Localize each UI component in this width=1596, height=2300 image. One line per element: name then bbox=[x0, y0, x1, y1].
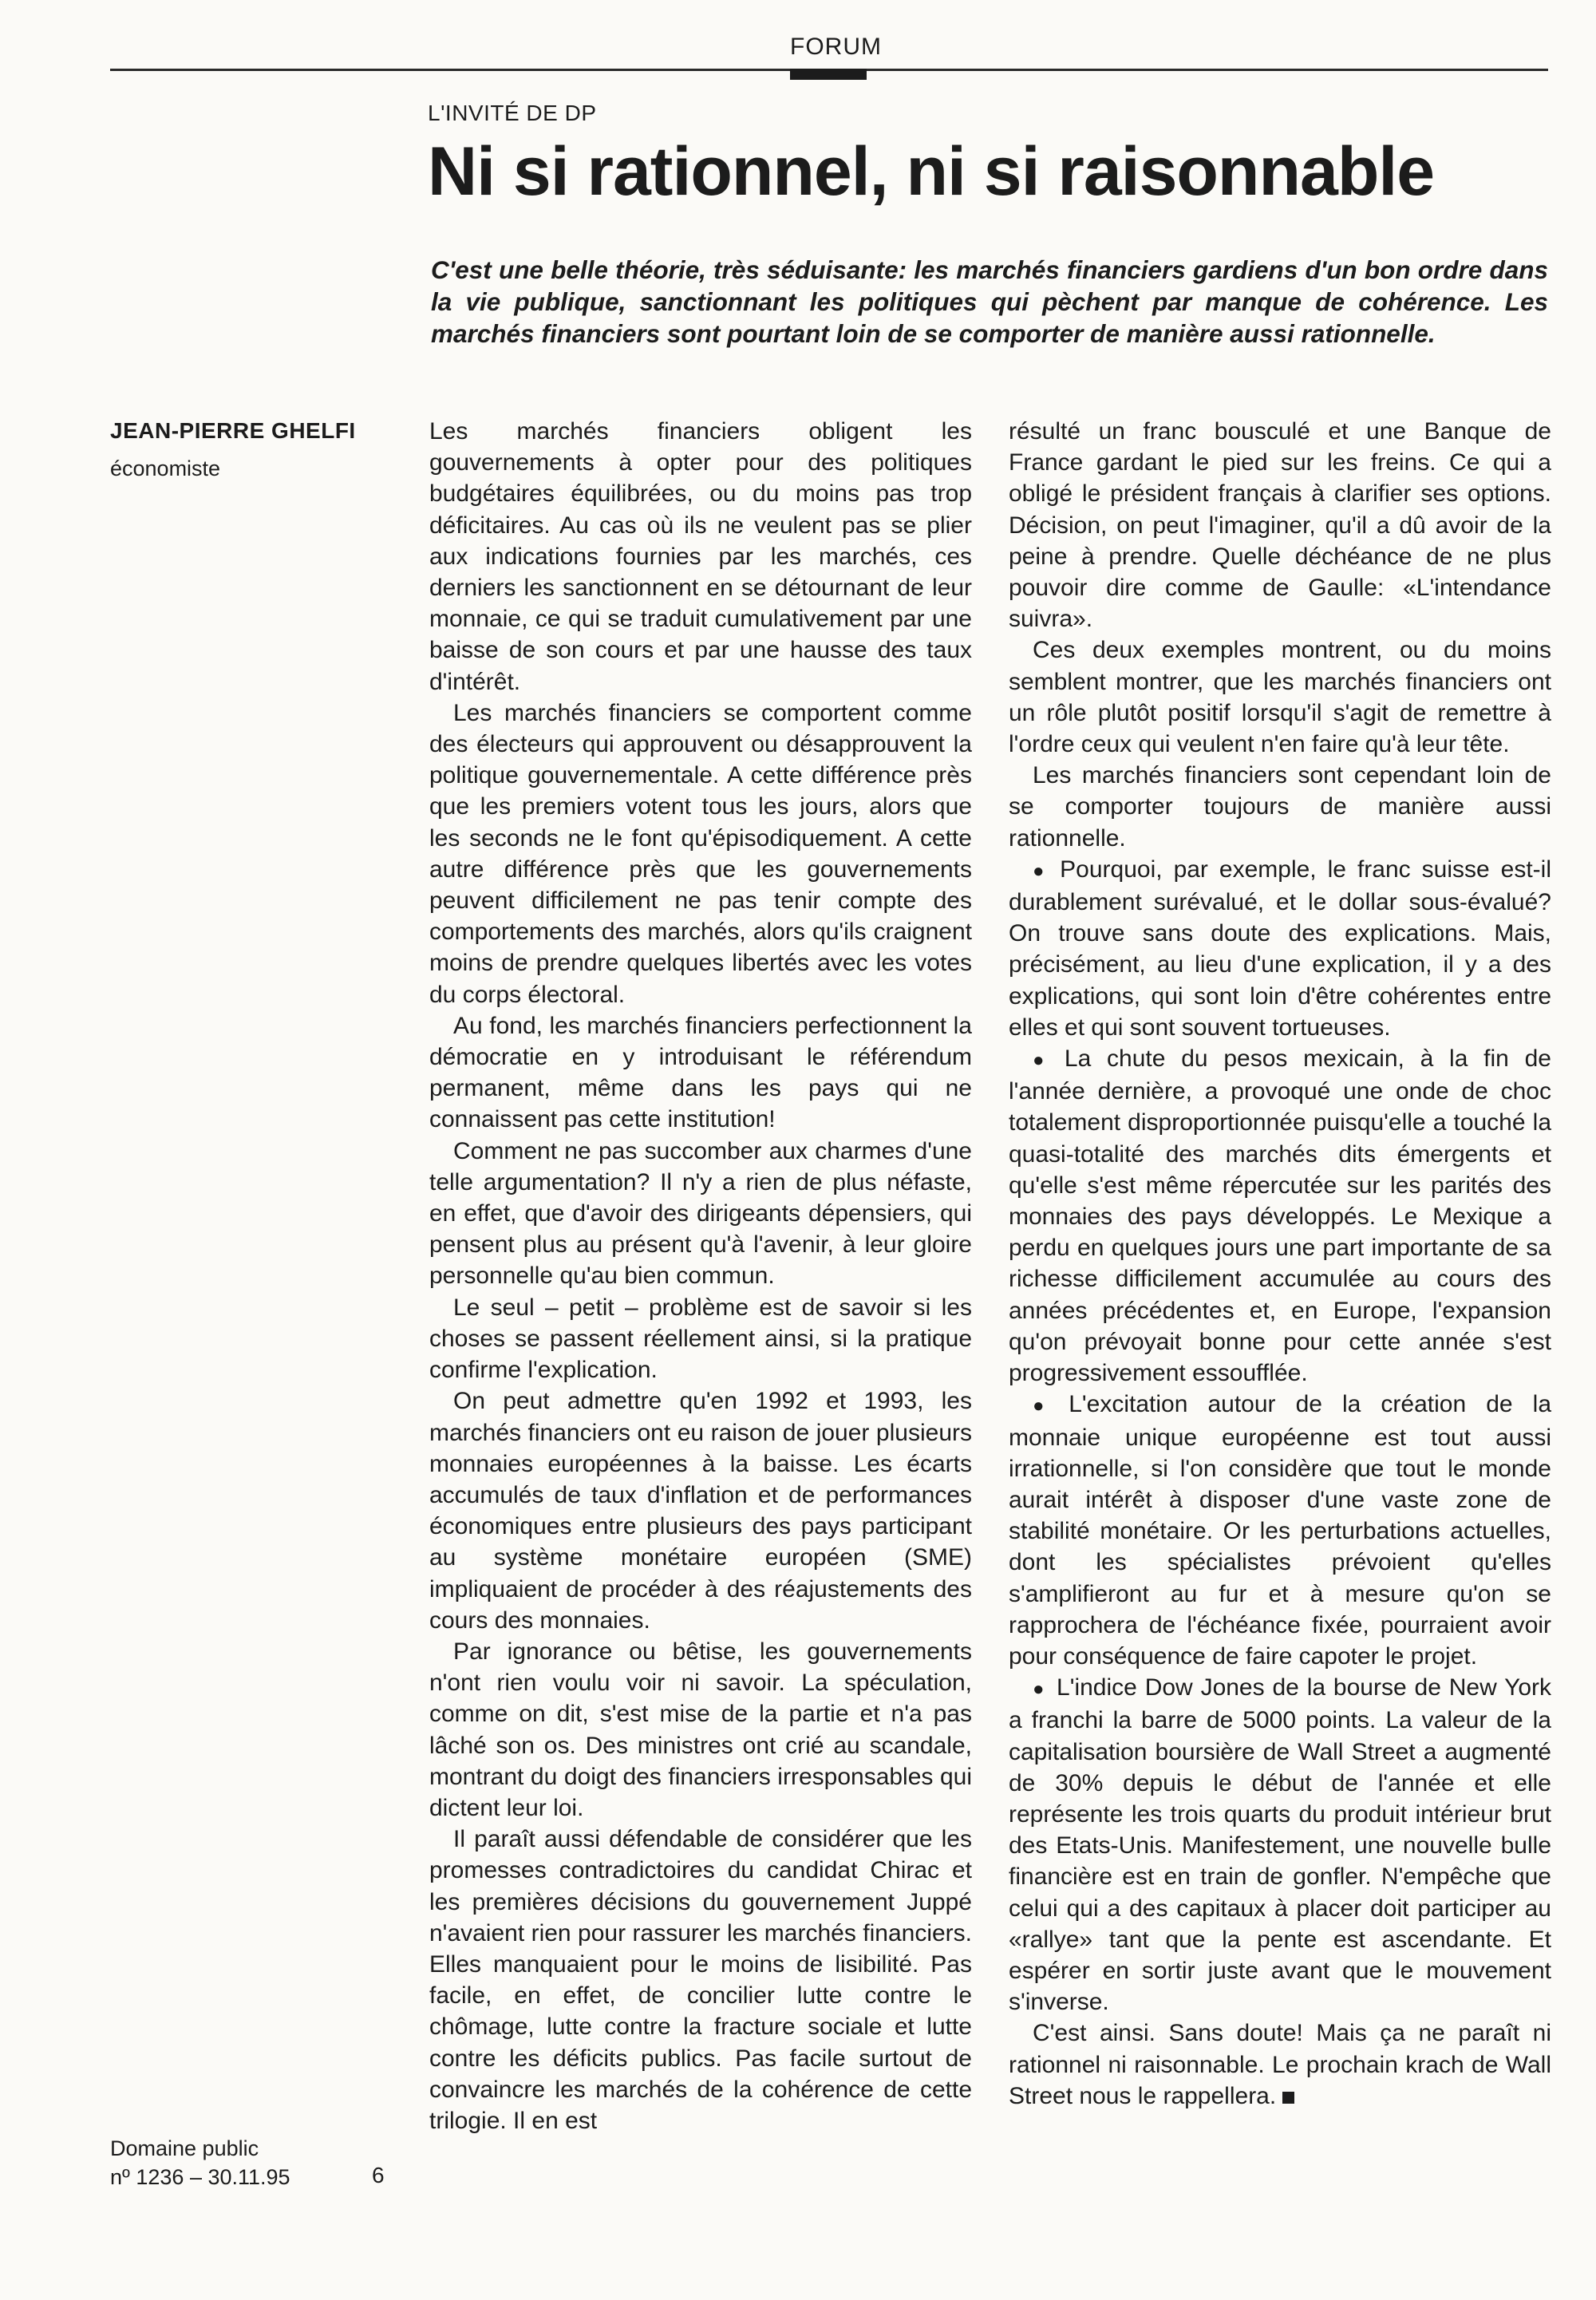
paragraph: Les marchés financiers se comportent comme des électeurs qui approuvent ou désapprouvent la politique gouvernementale. A cette différence près que les premiers votent tous les jours, alors que les seconds ne le font qu'épisodiquement. A cette autre différence près que les gouvernements peuvent difficilement ne pas tenir compte des comportements des marchés, alors qu'ils craignent moins de prendre quelques libertés avec les votes du corps électoral. bbox=[429, 699, 972, 1008]
article-column-1 bbox=[429, 416, 972, 2136]
bullet-text: L'excitation autour de la création de la monnaie unique européenne est tout aussi irrationnelle, si l'on considère que tout le monde aurait intérêt à disposer d'une vaste zone de stabilité monétaire. Or les perturbations actuelles, dont les spécialistes prévoient qu'elles s'amplifieront au fur et à mesure qu'on se rapprochera de l'échéance fixée, pourraient avoir pour conséquence de faire capoter le projet. bbox=[1009, 1391, 1552, 1670]
paragraph: Le seul – petit – problème est de savoir si les choses se passent réellement ainsi, si la pratique confirme l'explication. bbox=[429, 1294, 972, 1384]
bullet-icon: ● bbox=[1033, 1678, 1046, 1701]
publication-name: Domaine public bbox=[110, 2136, 259, 2160]
bullet-text: Pourquoi, par exemple, le franc suisse est-il durablement surévalué, et le dollar sous-évalué? On trouve sans doute des explications. Mais, précisément, au lieu d'une explication, il y a des explications, qui sont loin d'être cohérentes entre elles et qui sont souvent tortueuses. bbox=[1009, 856, 1551, 1041]
paragraph: Au fond, les marchés financiers perfectionnent la démocratie en y introduisant le référendum permanent, même dans les pays qui ne connaissent pas cette institution! bbox=[429, 1012, 972, 1133]
paragraph: On peut admettre qu'en 1992 et 1993, les marchés financiers ont eu raison de jouer plusieurs monnaies européennes à la baisse. Les écarts accumulés de taux d'inflation et de performances économiques entre plusieurs des pays participant au système monétaire européen (SME) impliquaient de procéder à des réajustements des cours des monnaies. bbox=[429, 1388, 972, 1634]
bullet-text: L'indice Dow Jones de la bourse de New York a franchi la barre de 5000 points. La valeur de la capitalisation boursière de Wall Street a augmenté de 30% depuis le début de l'année et elle représente les trois quarts du produit intérieur brut des Etats-Unis. Manifestement, une nouvelle bulle financière est en train de gonfler. N'empêche que celui qui a des capitaux à placer doit participer au «rallye» tant que la pente est ascendante. Et espérer en sortir juste avant que le mouvement s'inverse. bbox=[1009, 1674, 1552, 2016]
author-role: économiste bbox=[110, 456, 221, 480]
paragraph: Ces deux exemples montrent, ou du moins semblent montrer, que les marchés financiers ont un rôle plutôt positif lorsqu'il s'agit de remettre à l'ordre ceux qui veulent n'en faire qu'à leur tête. bbox=[1009, 637, 1551, 758]
paragraph bbox=[1009, 2017, 1551, 2112]
bullet-icon: ● bbox=[1033, 1049, 1053, 1072]
article-title: Ni si rationnel, ni si raisonnable bbox=[428, 133, 1435, 210]
bullet-paragraph bbox=[1009, 1389, 1551, 1672]
paragraph: Les marchés financiers sont cependant loin de se comporter toujours de manière aussi rationnelle. bbox=[1009, 762, 1551, 852]
bullet-paragraph bbox=[1009, 1043, 1551, 1389]
bullet-paragraph bbox=[1009, 1672, 1551, 2017]
footer-publication bbox=[110, 2134, 290, 2191]
paragraph: Comment ne pas succomber aux charmes d'une telle argumentation? Il n'y a rien de plus néfaste, en effet, que d'avoir des dirigeants dépensiers, qui pensent plus au présent qu'à l'avenir, à leur gloire personnelle qu'au bien commun. bbox=[429, 1137, 972, 1290]
header-tab-marker bbox=[790, 69, 867, 80]
paragraph: Il paraît aussi défendable de considérer que les promesses contradictoires du candidat Chirac et les premières décisions du gouvernement Juppé n'avaient rien pour rassurer les marchés financiers. Elles manquaient pour le moins de lisibilité. Pas facile, en effet, de concilier lutte contre le chômage, lutte contre la fracture sociale et lutte contre les déficits publics. Pas facile surtout de convaincre les marchés de la cohérence de cette trilogie. Il en est bbox=[429, 1826, 972, 2134]
bullet-paragraph bbox=[1009, 854, 1551, 1043]
page-number: 6 bbox=[372, 2163, 385, 2187]
conclusion-text: C'est ainsi. Sans doute! Mais ça ne paraît ni rationnel ni raisonnable. Le prochain krach de Wall Street nous le rappellera. bbox=[1009, 2020, 1551, 2109]
paragraph: Les marchés financiers obligent les gouvernements à opter pour des politiques budgétaires équilibrées, ou du moins pas trop déficitaires. Au cas où ils ne veulent pas se plier aux indications fournies par les marchés, ces derniers les sanctionnent en se détournant de leur monnaie, ce qui se traduit cumulativement par une baisse de son cours et par une hausse des taux d'intérêt. bbox=[429, 418, 972, 695]
issue-number: nº 1236 – 30.11.95 bbox=[110, 2165, 290, 2189]
article-lead: C'est une belle théorie, très séduisante: les marchés financiers gardiens d'un bon ordre dans la vie publique, sanctionnant les politiques qui pèchent par manque de cohérence. Les marchés financiers sont pourtant loin de se comporter de manière aussi rationnelle. bbox=[431, 255, 1548, 348]
section-label: FORUM bbox=[790, 34, 882, 60]
bullet-icon: ● bbox=[1033, 1395, 1058, 1417]
end-square-icon bbox=[1282, 2092, 1294, 2104]
bullet-icon: ● bbox=[1033, 860, 1049, 882]
paragraph: Par ignorance ou bêtise, les gouvernements n'ont rien voulu voir ni savoir. La spéculation, comme on dit, s'est mise de la partie et n'a pas lâché son os. Des ministres ont crié au scandale, montrant du doigt des financiers irresponsables qui dictent leur loi. bbox=[429, 1638, 972, 1821]
article-column-2 bbox=[1009, 416, 1551, 2112]
author-name: JEAN-PIERRE GHELFI bbox=[110, 418, 356, 443]
bullet-text: La chute du pesos mexicain, à la fin de l'année dernière, a provoqué une onde de choc totalement disproportionnée puisqu'elle a touché la quasi-totalité des marchés dits émergents et qu'elle s'est même répercutée sur les parités des monnaies des pays développés. Le Mexique a perdu en quelques jours une part importante de sa richesse difficilement accumulée au cours des années précédentes et, en Europe, l'expansion qu'on prévoyait bonne pour cette année s'est progressivement essoufflée. bbox=[1009, 1045, 1551, 1387]
paragraph: résulté un franc bousculé et une Banque de France gardant le pied sur les freins. Ce qui a obligé le président français à clarifier ses options. Décision, on peut l'imaginer, qu'il a dû avoir de la peine à prendre. Quelle déchéance de ne plus pouvoir dire comme de Gaulle: «L'intendance suivra». bbox=[1009, 418, 1551, 633]
kicker: L'INVITÉ DE DP bbox=[428, 101, 597, 125]
